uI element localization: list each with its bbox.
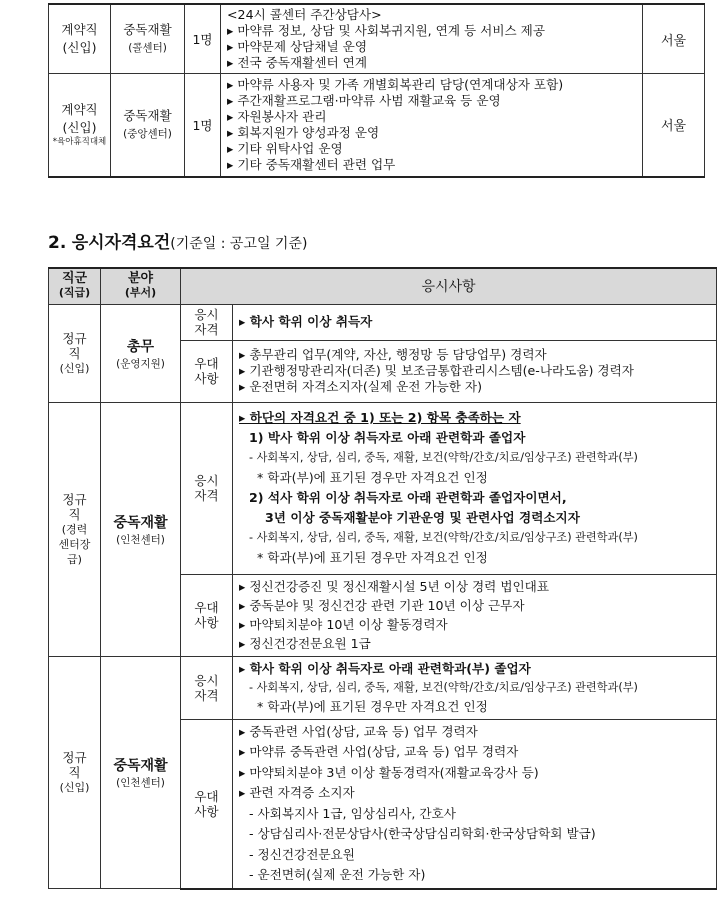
work-location: 서울: [643, 4, 705, 74]
preference-item: ▸ 중독관련 사업(상담, 교육 등) 업무 경력자: [239, 723, 478, 739]
section-heading: [48, 228, 307, 253]
duty-list: [221, 74, 643, 177]
requirement-item: 1) 박사 학위 이상 취득자로 아래 관련학과 졸업자: [249, 430, 526, 445]
preference-item: ▸ 마약류 중독관련 사업(상담, 교육 등) 업무 경력자: [239, 744, 519, 759]
requirement-item: - 사회복지, 상담, 심리, 중독, 재활, 보건(약학/간호/치료/임상구조) 관련학과(부): [249, 681, 638, 694]
preference-item: ▸ 기관행정망관리자(더존) 및 보조금통합관리시스템(e-나라도움) 경력자: [239, 363, 634, 378]
table-row: [49, 402, 717, 574]
qualification-list: [233, 656, 717, 719]
field-cell: 총무 (운영지원): [101, 304, 181, 402]
preference-item: ▸ 마약퇴치분야 10년 이상 활동경력자: [239, 617, 448, 632]
preference-item: ▸ 중독분야 및 정신건강 관련 기관 10년 이상 근무자: [239, 598, 525, 613]
preference-item: ▸ 마약퇴치분야 3년 이상 활동경력자(재활교육강사 등): [239, 764, 539, 780]
preference-list: [233, 340, 717, 402]
requirement-item: * 학과(부)에 표기된 경우만 자격요건 인정: [257, 550, 488, 565]
job-field: 중독재활 (콜센터): [111, 4, 185, 74]
field-cell: 중독재활 (인천센터): [101, 656, 181, 889]
job-field: 중독재활 (중앙센터): [111, 74, 185, 177]
requirement-item: - 사회복지, 상담, 심리, 중독, 재활, 보건(약학/간호/치료/임상구조) 관련학과(부): [249, 531, 638, 544]
preference-item: ▸ 정신건강전문요원 1급: [239, 636, 371, 651]
duty-list: [221, 4, 643, 74]
preference-item: - 운전면허(실제 운전 가능한 자): [249, 867, 426, 882]
work-location: 서울: [643, 74, 705, 177]
header-grade: 직군 (직급): [49, 268, 101, 304]
grade-cell: 정규 직 (신입): [49, 304, 101, 402]
requirement-item: * 학과(부)에 표기된 경우만 자격요건 인정: [257, 470, 488, 485]
section-title: 응시자격요건: [71, 233, 171, 253]
table-row: [49, 304, 717, 340]
qualification-label: 응시 자격: [181, 656, 233, 719]
employment-type: 계약직 (신입) *육아휴직대체: [49, 74, 111, 177]
duty-item: ▸ 마약류 사용자 및 가족 개별회복관리 담당(연계대상자 포함): [227, 76, 564, 92]
section-subtitle: (기준일 : 공고일 기준): [170, 236, 308, 252]
duty-item: ▸ 회복지원가 양성과정 운영: [227, 124, 380, 140]
preference-item: ▸ 관련 자격증 소지자: [239, 785, 355, 800]
table-header-row: [49, 268, 717, 304]
header-field: 분야 (부서): [101, 268, 181, 304]
preference-item: ▸ 운전면허 자격소지자(실제 운전 가능한 자): [239, 379, 482, 394]
leave-replacement-note: *육아휴직대체: [52, 137, 107, 148]
table-row: [49, 74, 705, 177]
duty-item: <24시 콜센터 주간상담사>: [227, 7, 382, 22]
preference-label: 우대 사항: [181, 719, 233, 889]
requirement-item: * 학과(부)에 표기된 경우만 자격요건 인정: [257, 699, 488, 714]
preference-list: [233, 574, 717, 656]
requirement-item: ▸ 하단의 자격요건 중 1) 또는 2) 항목 충족하는 자: [239, 410, 521, 425]
preference-list: [233, 719, 717, 889]
headcount: 1명: [185, 4, 221, 74]
table-row: [49, 656, 717, 719]
eligibility-table: [48, 267, 717, 890]
grade-cell: 정규 직 (경력 센터장 급): [49, 402, 101, 656]
duty-item: ▸ 마약문제 상담채널 운영: [227, 39, 367, 54]
section-number: 2.: [48, 233, 67, 253]
preference-item: ▸ 총무관리 업무(계약, 자산, 행정망 등 담당업무) 경력자: [239, 347, 547, 362]
duty-item: ▸ 기타 위탁사업 운영: [227, 140, 343, 156]
duty-item: ▸ 주간재활프로그램·마약류 사범 재활교육 등 운영: [227, 92, 501, 108]
field-cell: 중독재활 (인천센터): [101, 402, 181, 656]
preference-label: 우대 사항: [181, 574, 233, 656]
duty-item: ▸ 전국 중독재활센터 연계: [227, 55, 367, 70]
requirement-item: ▸ 학사 학위 이상 취득자로 아래 관련학과(부) 졸업자: [239, 661, 531, 676]
duty-item: ▸ 자원봉사자 관리: [227, 108, 327, 124]
preference-label: 우대 사항: [181, 340, 233, 402]
requirement-item: - 사회복지, 상담, 심리, 중독, 재활, 보건(약학/간호/치료/임상구조) 관련학과(부): [249, 451, 638, 464]
table-row: [49, 4, 705, 74]
preference-item: - 상담심리사·전문상담사(한국상담심리학회·한국상담학회 발급): [249, 826, 596, 841]
position-table: [48, 3, 705, 178]
preference-item: ▸ 정신건강증진 및 정신재활시설 5년 이상 경력 법인대표: [239, 579, 549, 594]
qualification-list: [233, 402, 717, 574]
qualification-label: 응시 자격: [181, 304, 233, 340]
headcount: 1명: [185, 74, 221, 177]
duty-item: ▸ 기타 중독재활센터 관련 업무: [227, 156, 396, 172]
employment-type: 계약직 (신입): [49, 4, 111, 74]
requirement-item: 2) 석사 학위 이상 취득자로 아래 관련학과 졸업자이면서,: [249, 490, 567, 505]
requirement-item: 3년 이상 중독재활분야 기관운영 및 관련사업 경력소지자: [265, 510, 580, 525]
qualification-list: [233, 304, 717, 340]
preference-item: - 정신건강전문요원: [249, 846, 355, 862]
duty-item: ▸ 마약류 정보, 상담 및 사회복귀지원, 연계 등 서비스 제공: [227, 23, 545, 38]
preference-item: - 사회복지사 1급, 임상심리사, 간호사: [249, 805, 456, 821]
grade-cell: 정규 직 (신입): [49, 656, 101, 889]
header-requirements: 응시사항: [181, 268, 717, 304]
requirement-item: ▸ 학사 학위 이상 취득자: [239, 314, 373, 329]
qualification-label: 응시 자격: [181, 402, 233, 574]
